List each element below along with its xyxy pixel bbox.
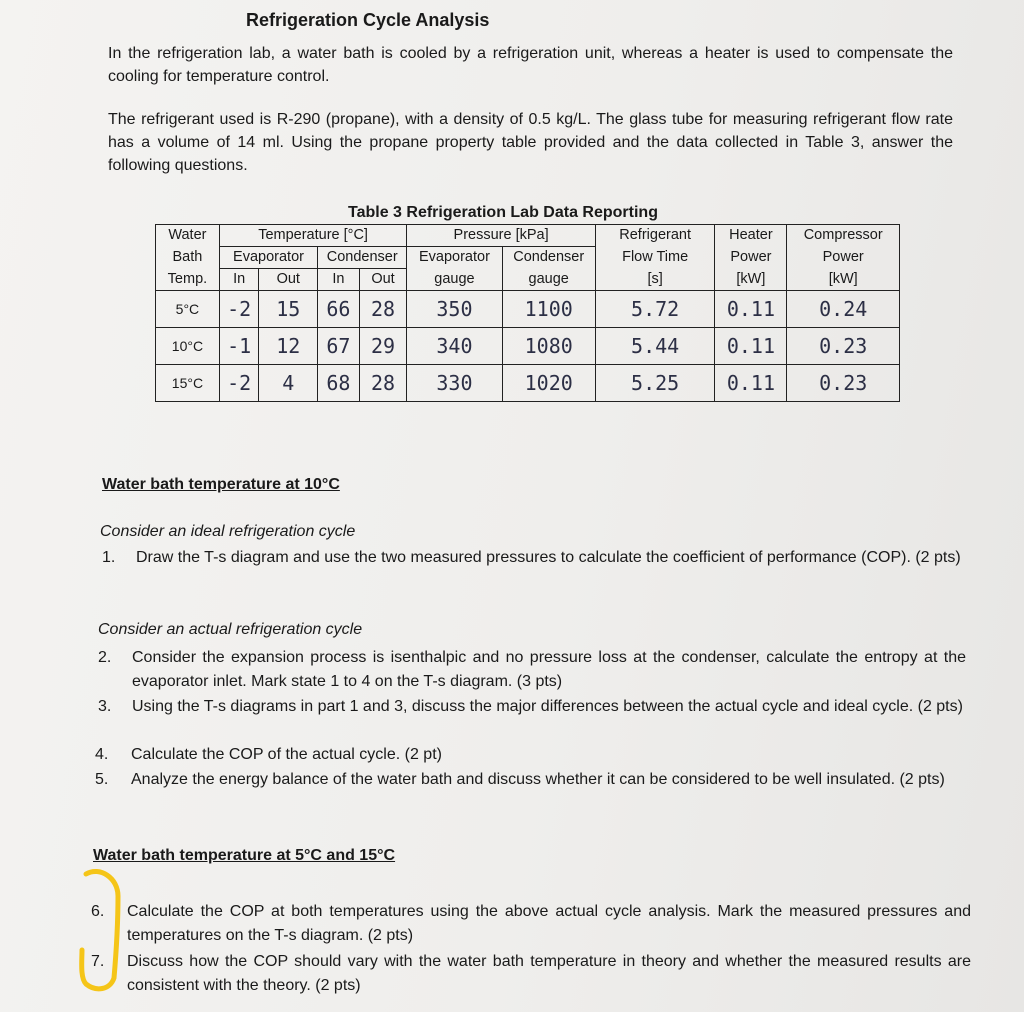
bath-temp-cell: 10°C [156,328,220,365]
question-number: 4. [95,746,109,763]
cond-in-cell: 68 [318,365,360,402]
table-row [156,291,900,328]
table-row [156,365,900,402]
heater-header-2: Power [715,247,787,269]
evap-pressure-cell: 350 [407,291,502,328]
question-text: Analyze the energy balance of the water bath and discuss whether it can be considered to be well insulated. (2 pts) [131,771,945,788]
question-number: 7. [91,953,105,970]
table-caption: Table 3 Refrigeration Lab Data Reporting [348,204,658,221]
evap-out-cell: 15 [259,291,318,328]
question-number: 5. [95,771,109,788]
compressor-power-cell: 0.24 [787,291,900,328]
condenser-temp-header: Condenser [318,247,407,269]
condenser-gauge-header: gauge [502,269,595,291]
evaporator-out-header: Out [259,269,318,291]
temperature-header: Temperature [°C] [219,225,406,247]
condenser-in-header: In [318,269,360,291]
cond-out-cell: 29 [359,328,407,365]
cond-out-cell: 28 [359,291,407,328]
heater-power-cell: 0.11 [715,365,787,402]
bath-temp-cell: 15°C [156,365,220,402]
question-text: Discuss how the COP should vary with the water bath temperature in theory and whether the measured results are consistent with the theory. (2 pts) [127,953,971,994]
question-text: Consider the expansion process is isenthalpic and no pressure loss at the condenser, calculate the entropy at the evaporator inlet. Mark state 1 to 4 on the T-s diagram. (3 pts) [132,649,966,690]
highlighter-stroke [82,871,118,988]
evap-pressure-cell: 340 [407,328,502,365]
compressor-power-cell: 0.23 [787,328,900,365]
cond-in-cell: 66 [318,291,360,328]
evaporator-in-header: In [219,269,259,291]
evap-in-cell: -1 [219,328,259,365]
section-heading-10c: Water bath temperature at 10°C [102,476,340,493]
condenser-pressure-header: Condenser [502,247,595,269]
refrigerant-paragraph: The refrigerant used is R-290 (propane), with a density of 0.5 kg/L. The glass tube for measuring refrigerant flow rate has a volume of 14 ml. Using the propane property table provided and the data collected in Table 3, answer the following questions. [108,111,953,174]
evap-pressure-cell: 330 [407,365,502,402]
cond-pressure-cell: 1100 [502,291,595,328]
refrigerant-header-2: Flow Time [595,247,715,269]
heater-power-cell: 0.11 [715,291,787,328]
evaporator-gauge-header: gauge [407,269,502,291]
intro-paragraph: In the refrigeration lab, a water bath is cooled by a refrigeration unit, whereas a heater is used to compensate the cooling for temperature control. [108,45,953,85]
evap-in-cell: -2 [219,365,259,402]
cond-in-cell: 67 [318,328,360,365]
cond-out-cell: 28 [359,365,407,402]
compressor-header-1: Compressor [787,225,900,247]
question-text: Calculate the COP of the actual cycle. (2 pt) [131,746,442,763]
evaporator-pressure-header: Evaporator [407,247,502,269]
pressure-header: Pressure [kPa] [407,225,596,247]
compressor-header-2: Power [787,247,900,269]
section-heading-5c-15c: Water bath temperature at 5°C and 15°C [93,847,396,864]
evap-out-cell: 4 [259,365,318,402]
lab-data-table [155,224,900,402]
ideal-cycle-heading: Consider an ideal refrigeration cycle [100,523,356,540]
refrigerant-header-3: [s] [595,269,715,291]
question-number: 2. [98,649,112,666]
header-row-1 [156,225,900,247]
question-text: Draw the T-s diagram and use the two measured pressures to calculate the coefficient of performance (COP). (2 pts) [136,549,961,566]
flow-time-cell: 5.25 [595,365,715,402]
bath-temp-cell: 5°C [156,291,220,328]
water-bath-header-1: Water [156,225,220,247]
water-bath-header-2: Bath [156,247,220,269]
heater-power-cell: 0.11 [715,328,787,365]
cond-pressure-cell: 1080 [502,328,595,365]
heater-header-1: Heater [715,225,787,247]
evaporator-temp-header: Evaporator [219,247,317,269]
header-row-2 [156,247,900,269]
actual-cycle-heading: Consider an actual refrigeration cycle [98,621,363,638]
water-bath-header-3: Temp. [156,269,220,291]
evap-out-cell: 12 [259,328,318,365]
page-title: Refrigeration Cycle Analysis [246,10,490,30]
question-text: Calculate the COP at both temperatures using the above actual cycle analysis. Mark the measured pressures and temperatures on the T-s diagram. (2 pts) [127,903,971,944]
refrigerant-header-1: Refrigerant [595,225,715,247]
header-row-3 [156,269,900,291]
heater-header-3: [kW] [715,269,787,291]
cond-pressure-cell: 1020 [502,365,595,402]
condenser-out-header: Out [359,269,407,291]
flow-time-cell: 5.72 [595,291,715,328]
highlighter-bracket-mark [60,860,130,1000]
question-number: 3. [98,698,112,715]
flow-time-cell: 5.44 [595,328,715,365]
compressor-header-3: [kW] [787,269,900,291]
compressor-power-cell: 0.23 [787,365,900,402]
question-text: Using the T-s diagrams in part 1 and 3, discuss the major differences between the actual cycle and ideal cycle. (2 pts) [132,698,963,715]
question-number: 6. [91,903,105,920]
table-row [156,328,900,365]
question-number: 1. [102,549,116,566]
evap-in-cell: -2 [219,291,259,328]
